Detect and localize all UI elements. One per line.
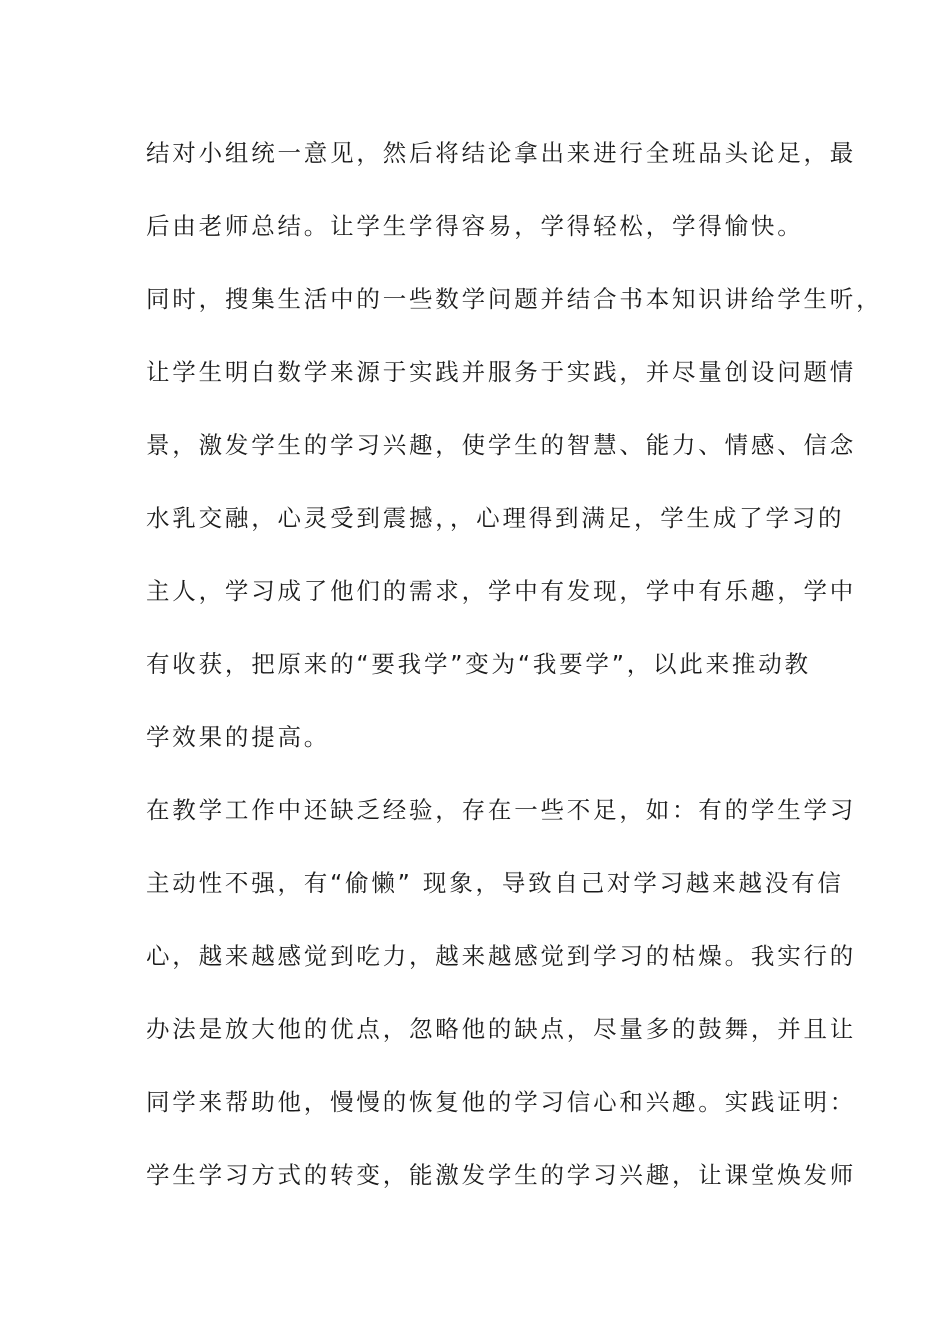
text-line: 有收获，把原来的“要我学”变为“我要学”，以此来推动教 [146, 650, 811, 678]
text-line: 办法是放大他的优点，忽略他的缺点，尽量多的鼓舞，并且让 [146, 1015, 857, 1043]
text-line: 让学生明白数学来源于实践并服务于实践，并尽量创设问题情 [146, 358, 857, 386]
text-line: 主动性不强，有“偷懒” 现象，导致自己对学习越来越没有信 [146, 869, 844, 897]
text-line: 结对小组统一意见，然后将结论拿出来进行全班品头论足，最 [146, 139, 857, 167]
text-line: 心，越来越感觉到吃力，越来越感觉到学习的枯燥。我实行的 [146, 942, 857, 970]
text-line: 在教学工作中还缺乏经验，存在一些不足，如：有的学生学习 [146, 796, 857, 824]
text-line: 同时，搜集生活中的一些数学问题并结合书本知识讲给学生听， [146, 285, 883, 313]
text-line: 主人，学习成了他们的需求，学中有发现，学中有乐趣，学中 [146, 577, 857, 605]
text-line: 同学来帮助他，慢慢的恢复他的学习信心和兴趣。实践证明： [146, 1088, 857, 1116]
text-line: 水乳交融，心灵受到震撼，，心理得到满足，学生成了学习的 [146, 504, 845, 532]
text-line: 学生学习方式的转变，能激发学生的学习兴趣，让课堂焕发师 [146, 1161, 857, 1189]
text-line: 后由老师总结。让学生学得容易，学得轻松，学得愉快。 [146, 212, 804, 240]
document-body [146, 133, 883, 1228]
text-line: 学效果的提高。 [146, 723, 331, 751]
text-line: 景，激发学生的学习兴趣，使学生的智慧、能力、情感、信念 [146, 431, 857, 459]
